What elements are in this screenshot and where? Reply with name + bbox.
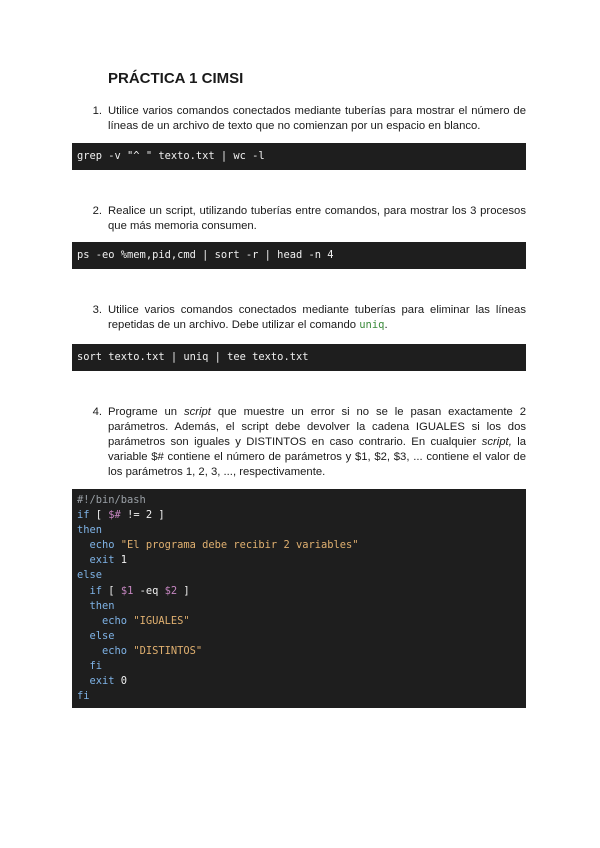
code-line: exit 1	[77, 554, 128, 567]
code-line: then	[77, 524, 103, 537]
code-block-2: ps -eo %mem,pid,cmd | sort -r | head -n 4	[72, 242, 526, 269]
code-line: fi	[77, 660, 103, 673]
code-line: else	[77, 629, 115, 642]
emphasis-script: script	[183, 406, 211, 418]
exercise-text	[108, 405, 526, 480]
bash-script-block	[72, 489, 526, 708]
exercise-text: Realice un script, utilizando tuberías entre comandos, para mostrar los 3 procesos que más memoria consumen.	[108, 205, 526, 232]
exercise-text-part: Utilice varios comandos conectados mediante tuberías para eliminar las líneas repetidas de un archivo. Debe utilizar el comando	[108, 304, 526, 331]
exercise-text: Utilice varios comandos conectados mediante tuberías para mostrar el número de líneas de un archivo de texto que no comienzan por un espacio en blanco.	[108, 105, 526, 132]
code-line: echo "IGUALES"	[77, 614, 190, 627]
emphasis-script: script,	[481, 436, 512, 448]
code-line: #!/bin/bash	[77, 494, 146, 506]
exercise-number: 2.	[92, 205, 102, 217]
code-line: else	[77, 569, 103, 582]
exercise-1	[80, 104, 526, 134]
text-part: Programe un	[108, 406, 178, 418]
code-line: echo "El programa debe recibir 2 variables"	[77, 539, 359, 552]
page-title: PRÁCTICA 1 CIMSI	[108, 70, 244, 87]
exercise-number: 4.	[92, 406, 102, 418]
exercise-3	[80, 303, 526, 333]
code-line: echo "DISTINTOS"	[77, 644, 203, 657]
code-line: if [ $# != 2 ]	[77, 509, 165, 522]
exercise-number: 3.	[92, 304, 102, 316]
exercise-2	[80, 204, 526, 234]
exercise-text	[108, 303, 526, 333]
code-line: fi	[77, 690, 90, 703]
code-line: exit 0	[77, 675, 128, 688]
text-part: que muestre un error si no se le pasan exactamente 2 parámetros. Además, el script debe devolver la cadena IGUALES si los dos parámetros son iguales y DISTINTOS en caso contrario. En cualquier	[108, 406, 526, 448]
code-block-3: sort texto.txt | uniq | tee texto.txt	[72, 344, 526, 371]
code-line: if [ $1 -eq $2 ]	[77, 584, 190, 597]
code-line: then	[77, 599, 115, 612]
text-part: la variable $# contiene el número de parámetros y $1, $2, $3, ... contiene el valor de los parámetros 1, 2, 3, ..., respectivamente.	[108, 436, 527, 478]
exercise-text-end: .	[384, 319, 388, 331]
exercise-4	[80, 405, 526, 480]
exercise-number: 1.	[92, 105, 102, 117]
inline-code-uniq: uniq	[359, 319, 385, 331]
code-block-1: grep -v "^ " texto.txt | wc -l	[72, 143, 526, 170]
